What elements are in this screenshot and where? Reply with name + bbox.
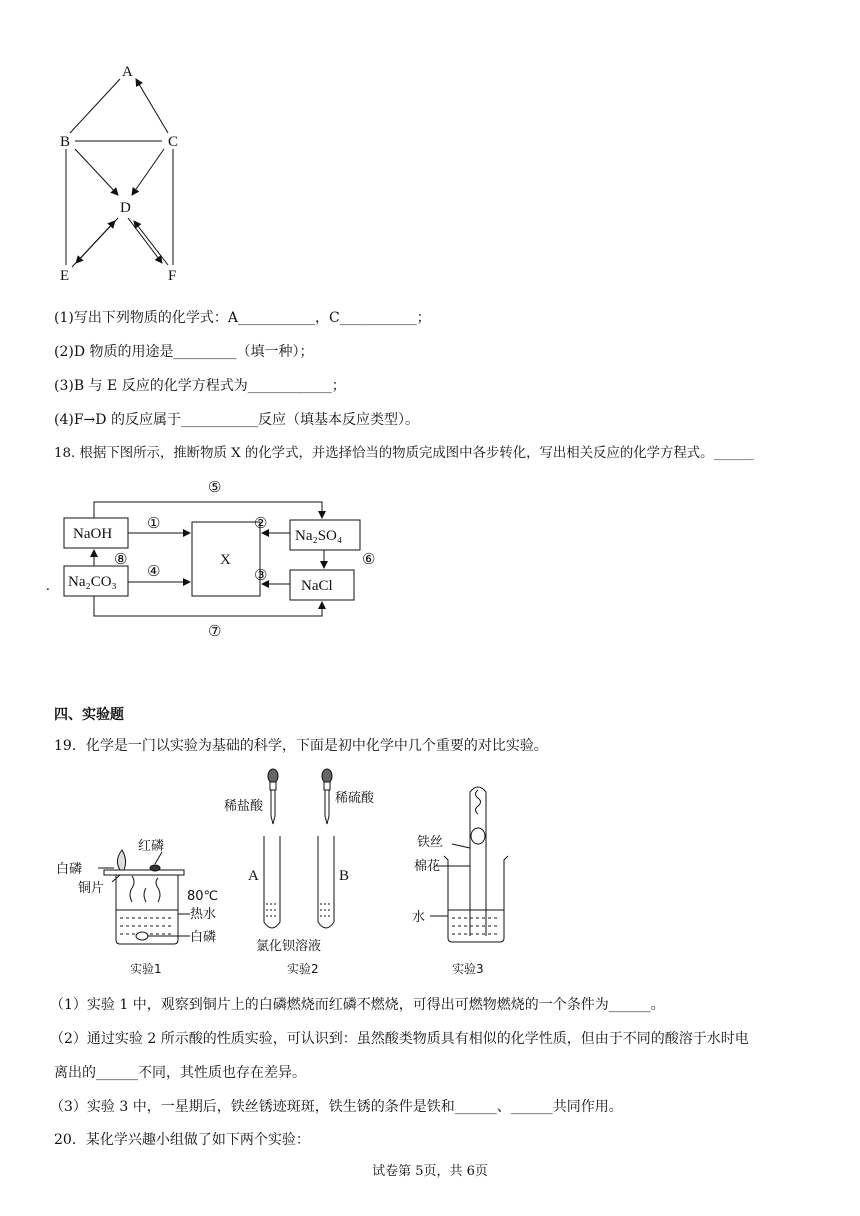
question-19-2a: （2）通过实验 2 所示酸的性质实验，可认识到：虽然酸类物质具有相似的化学性质，但由于不同的酸溶于水时电: [50, 1031, 749, 1047]
edge-f-d: [134, 221, 168, 265]
label-nacl: NaCl: [301, 578, 333, 594]
question-18: 18. 根据下图所示，推断物质 X 的化学式，并选择恰当的物质完成图中各步转化，写出相关反应的化学方程式。______: [54, 446, 754, 461]
step-4: ④: [147, 564, 161, 580]
label-tube-a: A: [248, 868, 259, 884]
step-7: ⑦: [208, 624, 222, 640]
label-hot-water: 热水: [190, 907, 217, 922]
label-red-p: 红磷: [138, 839, 165, 854]
question-17-1: (1)写出下列物质的化学式：A___________，C___________；: [54, 310, 431, 326]
question-17-3: (3)B 与 E 反应的化学方程式为____________；: [54, 378, 346, 394]
label-x: X: [220, 552, 231, 568]
step-8: ⑧: [114, 552, 128, 568]
label-tube-b: B: [339, 868, 350, 884]
edge-b-a: [70, 79, 120, 133]
node-d: D: [120, 200, 131, 216]
label-na2so4: Na₂SO₄: [295, 528, 343, 544]
label-temp: 80℃: [187, 889, 219, 904]
relationship-diagram: [40, 55, 200, 290]
label-water: 水: [412, 910, 426, 925]
edge-b-d: [75, 149, 118, 195]
caption-exp3: 实验3: [452, 962, 484, 976]
conversion-diagram: [44, 472, 384, 650]
label-iron-wire: 铁丝: [417, 835, 444, 850]
label-white-p-left: 白磷: [56, 862, 83, 877]
question-19-intro: 19．化学是一门以实验为基础的科学，下面是初中化学中几个重要的对比实验。: [54, 738, 548, 754]
question-17-4: (4)F→D 的反应属于___________反应（填基本反应类型）。: [54, 412, 419, 428]
edge-d-f: [128, 218, 162, 263]
question-19-3: （3）实验 3 中，一星期后，铁丝锈迹斑斑，铁生锈的条件是铁和______、______共同作用。: [50, 1099, 623, 1115]
step-5: ⑤: [208, 480, 222, 496]
question-19-1: （1）实验 1 中，观察到铜片上的白磷燃烧而红磷不燃烧，可得出可燃物燃烧的一个条件为______。: [50, 997, 665, 1013]
label-hcl: 稀盐酸: [224, 799, 264, 814]
node-b: B: [60, 134, 71, 150]
caption-exp2: 实验2: [287, 962, 319, 976]
edge-c-a: [136, 79, 168, 133]
arrow-5: [94, 502, 322, 518]
label-copper: 铜片: [78, 881, 105, 896]
experiment-1: [98, 850, 190, 944]
experiment-figure: [50, 764, 520, 982]
page-footer: 试卷第 5页，共 6页: [372, 1164, 488, 1179]
step-2: ②: [254, 516, 268, 532]
edge-c-d: [132, 149, 164, 195]
node-c: C: [168, 134, 179, 150]
node-a: A: [122, 64, 133, 80]
experiment-2: [264, 769, 334, 928]
step-6: ⑥: [362, 552, 376, 568]
label-white-p-bottom: 白磷: [190, 930, 217, 945]
question-19-2b: 离出的______不同，其性质也存在差异。: [54, 1065, 306, 1081]
step-1: ①: [147, 516, 161, 532]
stray-dot: .: [46, 578, 50, 594]
question-17-2: (2)D 物质的用途是_________（填一种）；: [54, 344, 314, 360]
label-na2co3: Na₂CO₃: [68, 574, 117, 590]
label-bacl2: 氯化钡溶液: [256, 939, 322, 954]
question-20-intro: 20．某化学兴趣小组做了如下两个实验：: [54, 1132, 310, 1148]
label-h2so4: 稀硫酸: [335, 791, 375, 806]
step-3: ③: [254, 568, 268, 584]
label-naoh: NaOH: [73, 526, 113, 542]
arrow-7: [94, 596, 322, 616]
section-title: 四、实验题: [54, 707, 124, 723]
node-f: F: [168, 268, 177, 284]
experiment-3: [430, 787, 508, 942]
label-cotton: 棉花: [414, 859, 441, 874]
node-e: E: [60, 268, 70, 284]
caption-exp1: 实验1: [130, 962, 162, 976]
edge-e-d: [72, 221, 115, 267]
